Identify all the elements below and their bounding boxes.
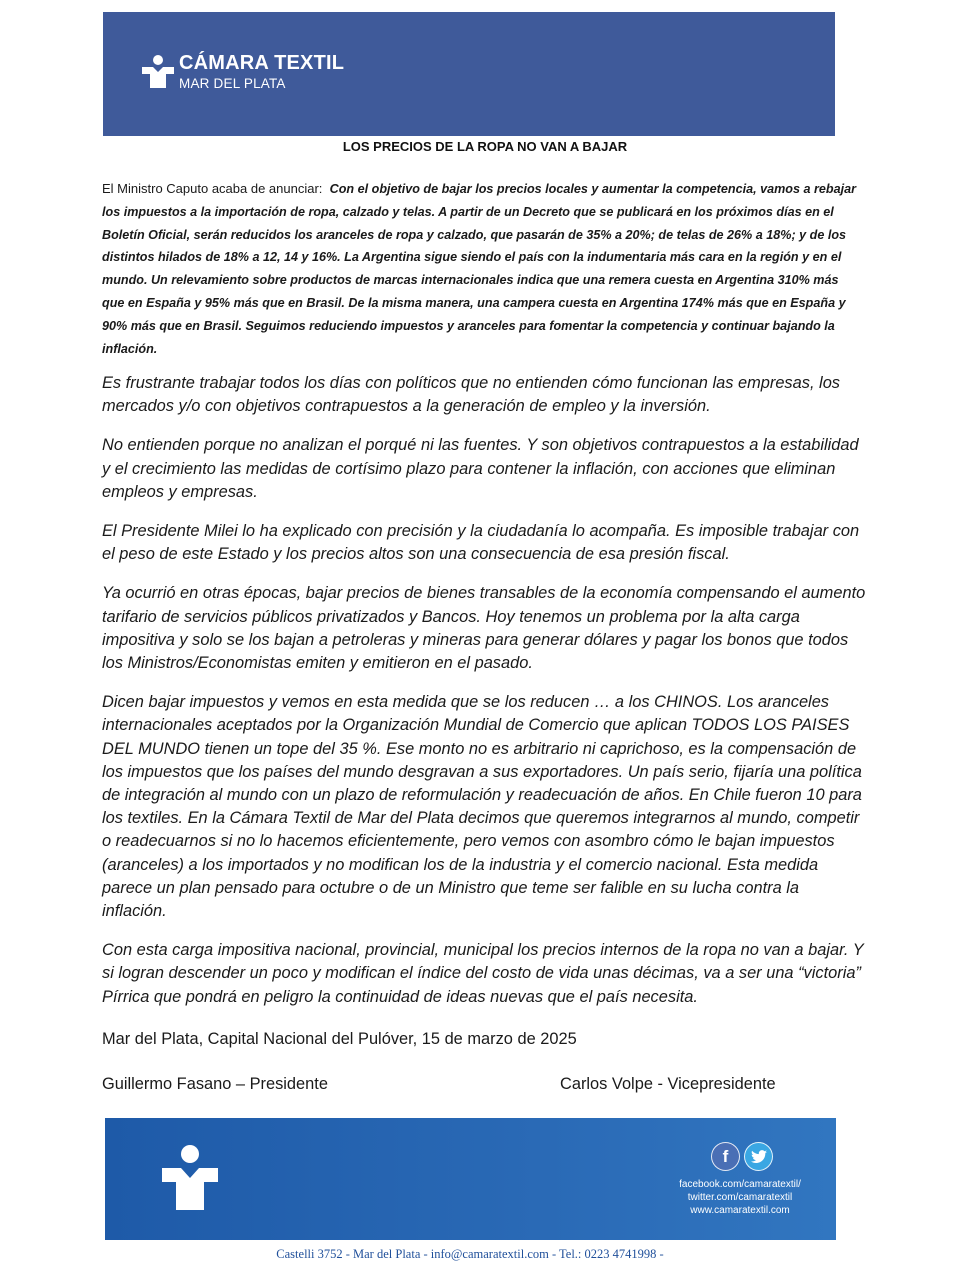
minister-quote: Con el objetivo de bajar los precios locales y aumentar la competencia, vamos a rebajar los impuestos a la importación de ropa, calzado y telas. A partir de un Decreto que se publicará en los próximos días en el Boletín Oficial, serán reducidos los aranceles de ropa y calzado, que pasarán de 35% a 20%; de telas de 26% a 18%; y de los distintos hilados de 18% a 12, 14 y 16%. La Argentina sigue siendo el país con la indumentaria más cara en la región y en el mundo. Un relevamiento sobre productos de marcas internacionales indica que una remera cuesta en Argentina 310% más que en España y 95% más que en Brasil. De la misma manera, una campera cuesta en Argentina 174% más que en España y 90% más que en Brasil. Seguimos reduciendo impuestos y aranceles para fomentar la competencia y continuar bajando la inflación.: [102, 182, 856, 356]
facebook-link[interactable]: facebook.com/camaratextil/: [679, 1179, 801, 1190]
body-paragraph: No entienden porque no analizan el porqué ni las fuentes. Y son objetivos contrapuestos a la estabilidad y el crecimiento las medidas de cortísimo plazo para contener la inflación, con acciones que eliminan empleos y empresas.: [102, 436, 859, 501]
signature-president: Guillermo Fasano – Presidente: [102, 1075, 328, 1093]
twitter-icon[interactable]: [744, 1142, 773, 1171]
contact-line: Castelli 3752 - Mar del Plata - info@camaratextil.com - Tel.: 0223 4741998 -: [276, 1247, 664, 1261]
place-date: Mar del Plata, Capital Nacional del Pulóver, 15 de marzo de 2025: [102, 1030, 577, 1048]
person-shirt-icon: [160, 1144, 220, 1212]
body-paragraphs: [102, 372, 866, 1009]
facebook-icon[interactable]: f: [711, 1142, 740, 1171]
twitter-link[interactable]: twitter.com/camaratextil: [687, 1192, 793, 1203]
brand-subtitle: MAR DEL PLATA: [179, 76, 286, 91]
lead-intro: El Ministro Caputo acaba de anunciar:: [102, 181, 323, 196]
lead-paragraph: [102, 178, 864, 360]
person-shirt-icon: [140, 54, 176, 90]
document-title: LOS PRECIOS DE LA ROPA NO VAN A BAJAR: [342, 139, 628, 154]
body-paragraph: Es frustrante trabajar todos los días con políticos que no entienden cómo funcionan las empresas, los mercados y/o con objetivos contrapuestos a la generación de empleo y la inversión.: [102, 374, 841, 416]
footer-links: [625, 1178, 855, 1217]
body-paragraph: El Presidente Milei lo ha explicado con precisión y la ciudadanía lo acompaña. Es imposible trabajar con el peso de este Estado y los precios altos son una consecuencia de esa presión fiscal.: [102, 522, 860, 564]
body-paragraph: Con esta carga impositiva nacional, provincial, municipal los precios internos de la ropa no van a bajar. Y si logran descender un poco y modifican el índice del costo de vida unas décimas, va a ser una “victoria” Pírrica que pondrá en peligro la continuidad de ideas nuevas que el país necesita.: [102, 941, 864, 1006]
footer-banner: [105, 1118, 836, 1240]
social-icons: [711, 1142, 775, 1172]
body-paragraph: Dicen bajar impuestos y vemos en esta medida que se los reducen … a los CHINOS. Los aranceles internacionales aceptados por la Organización Mundial de Comercio que aplican TODOS LOS PAISES DEL MUNDO tienen un tope del 35 %. Ese monto no es arbitrario ni caprichoso, es la compensación de los impuestos que los países del mundo desgravan a sus exportadores. Un país serio, fijaría una política de integración al mundo con un plazo de reformulación y readecuación de años. En Chile fueron 10 para los textiles. En la Cámara Textil de Mar del Plata decimos que queremos integrarnos al mundo, competir o readecuarnos si no lo hacemos eficientemente, pero vemos con asombro cómo le bajan impuestos (aranceles) a los importados y no modifican los de la industria y el comercio nacional. Esta medida parece un plan pensado para octubre o de un Ministro que teme ser falible en su lucha contra la inflación.: [102, 693, 862, 921]
body-paragraph: Ya ocurrió en otras épocas, bajar precios de bienes transables de la economía compensando el aumento tarifario de servicios públicos privatizados y Bancos. Hoy tenemos un problema por la alta carga impositiva y solo se los bajan a petroleras y mineras para generar dólares y pagar los bonos que todos los Ministros/Economistas emiten y emitieron en el pasado.: [102, 584, 866, 673]
header-banner: [103, 12, 835, 136]
twitter-bird-icon: [751, 1150, 767, 1164]
signature-vicepresident: Carlos Volpe - Vicepresidente: [560, 1075, 776, 1093]
brand-name: CÁMARA TEXTIL: [179, 52, 345, 74]
website-link[interactable]: www.camaratextil.com: [690, 1205, 790, 1216]
